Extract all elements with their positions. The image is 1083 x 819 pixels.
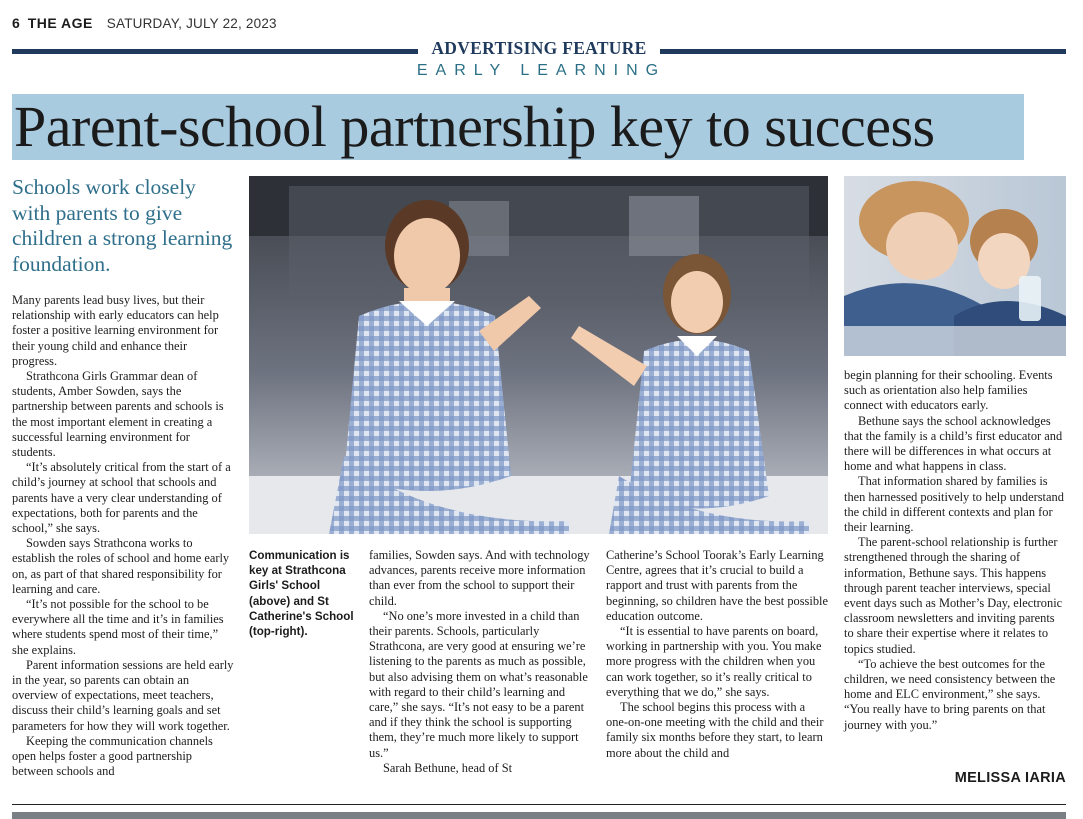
- paragraph: Strathcona Girls Grammar dean of students, Amber Sowden, says the partnership between parents and schools is the most important element in creating a successful learning environment for students.: [12, 369, 224, 460]
- page-number: 6: [12, 15, 20, 31]
- byline: MELISSA IARIA: [954, 770, 1066, 786]
- paragraph: Many parents lead busy lives, but their relationship with early educators can help foster a positive learning environment for their young child and enhance their progress.: [12, 293, 219, 368]
- section-label: EARLY LEARNING: [416, 62, 667, 79]
- paragraph: Bethune says the school acknowledges that the family is a child’s first educator and there will be differences in what occurs at home and what happens in class.: [844, 413, 1063, 474]
- publication-name: THE AGE: [27, 15, 93, 31]
- paragraph: Sowden says Strathcona works to establish the roles of school and home early on, as part of that shared responsibility for learning and care.: [12, 536, 230, 596]
- paragraph: begin planning for their schooling. Events such as orientation also help families connect with educators early.: [844, 368, 1053, 413]
- paragraph: Sarah Bethune, head of St: [383, 760, 513, 775]
- paragraph: “To achieve the best outcomes for the children, we need consistency between the home and ELC environment,” she says. “You really have to bring parents on that journey with you.”: [844, 656, 1056, 732]
- paragraph: Catherine’s School Toorak’s Early Learning Centre, agrees that it’s crucial to build a rapport and trust with parents from the beginning, so children have the best possible education outcome.: [606, 548, 828, 623]
- banner-rule-right: [660, 49, 1066, 54]
- paragraph: Parent information sessions are held early in the year, so parents can obtain an overview of expectations, meet teachers, discuss their child’s learning goals and set parameters for how they will work together.: [12, 657, 234, 733]
- paragraph: The school begins this process with a one-on-one meeting with the child and their family six months before they start, to learn more about the child and: [606, 700, 824, 760]
- banner-rule-left: [12, 49, 418, 54]
- body-column-1: [12, 293, 234, 780]
- next-article-strip: [12, 812, 1066, 819]
- standfirst: Schools work closely with parents to give children a strong learning foundation.: [12, 175, 233, 276]
- paragraph: “It’s absolutely critical from the start of a child’s journey at school that schools and parents have a very clear understanding of expectations, both for parents and the school,” she says.: [12, 460, 231, 536]
- paragraph: “No one’s more invested in a child than their parents. Schools, particularly Strathcona, are very good at ensuring we’re listening to the parents as much as possible, but also advising them on what’s reasonable with regard to their child’s learning and care,” she says. “It’s not easy to be a parent and if they think the school is supporting them, they’re much more likely to support us.”: [369, 608, 588, 760]
- photo-caption: Communication is key at Strathcona Girls' School (above) and St Catherine's School (top-right).: [249, 549, 354, 639]
- side-photo-classroom: [844, 176, 1066, 356]
- main-photo-two-girls: [249, 176, 828, 534]
- body-column-3: [606, 548, 828, 761]
- advertising-feature-label: ADVERTISING FEATURE: [431, 38, 647, 58]
- paragraph: Keeping the communication channels open helps foster a good partnership between schools and: [12, 733, 213, 779]
- page-bottom-rule: [12, 804, 1066, 805]
- headline: Parent-school partnership key to success: [14, 94, 935, 159]
- paragraph: families, Sowden says. And with technology advances, parents receive more information than ever from the school to support their child.: [369, 548, 590, 608]
- body-column-2: [369, 548, 591, 776]
- paragraph: That information shared by families is then harnessed positively to help understand the child in different contexts and plan for their learning.: [844, 474, 1064, 535]
- folio-line: [12, 15, 277, 31]
- issue-date: SATURDAY, JULY 22, 2023: [106, 16, 277, 31]
- body-column-4: [844, 368, 1066, 733]
- paragraph: The parent-school relationship is further strengthened through the sharing of information, Bethune says. This happens through parent teacher interviews, special event days such as Mother’s Day, electronic classroom newsletters and inviting parents to share their expertise where it relates to topics studied.: [844, 535, 1063, 656]
- paragraph: “It is essential to have parents on board, working in partnership with you. You make more progress with the children when you can work together, so it’s really critical to everything that we do,” she says.: [606, 624, 822, 699]
- paragraph: “It’s not possible for the school to be everywhere all the time and it’s in families where students spend most of their time,” she explains.: [12, 597, 224, 657]
